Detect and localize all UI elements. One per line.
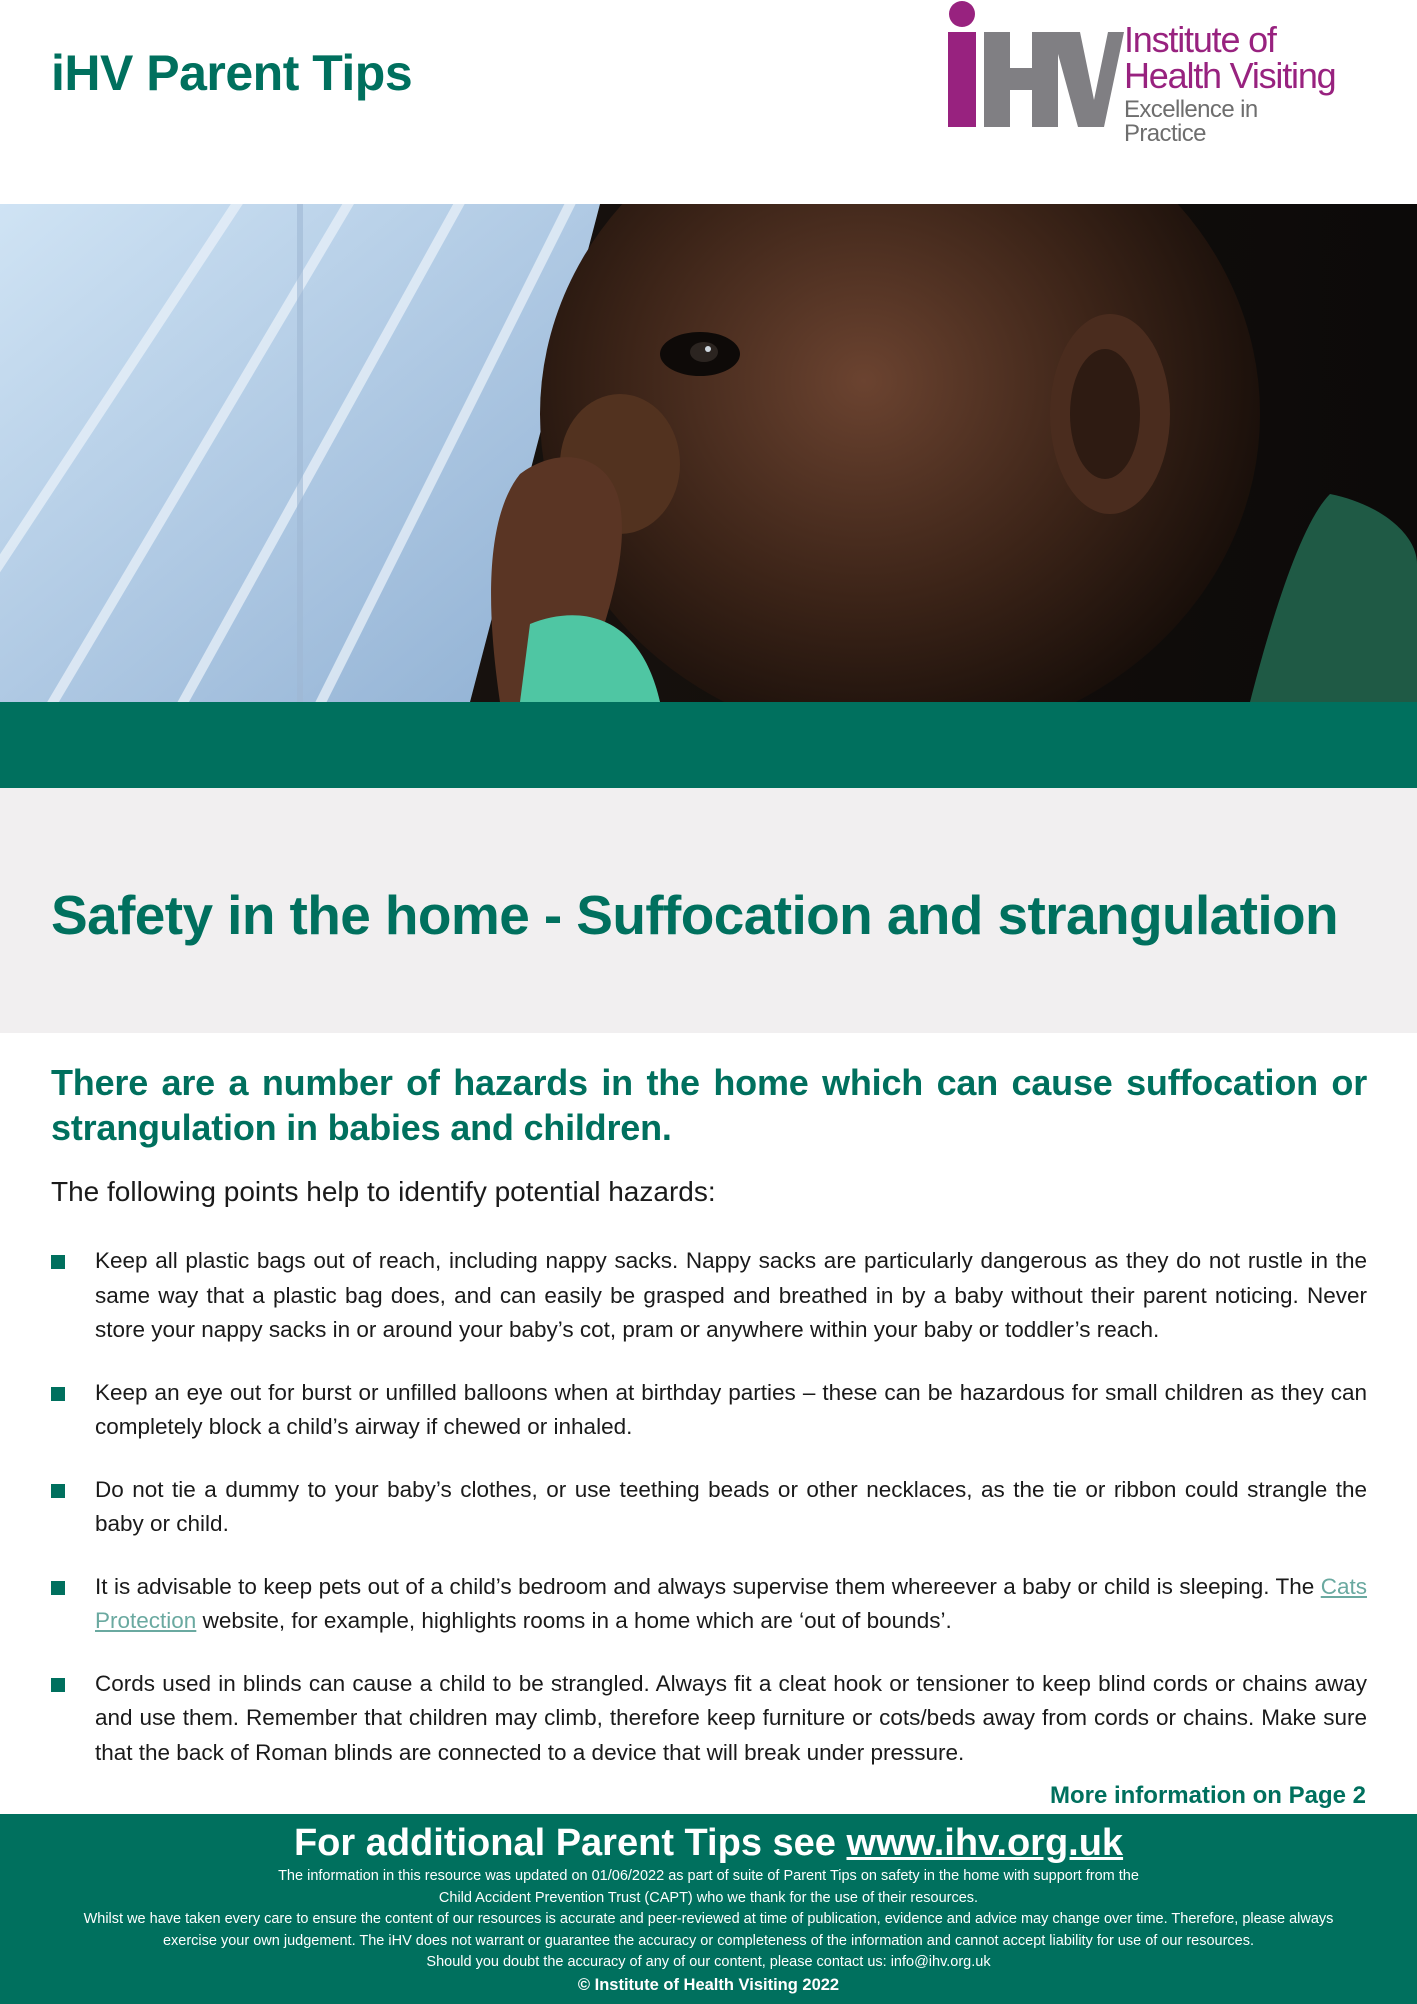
- bullet-square-icon: [51, 1678, 65, 1692]
- ihv-logo[interactable]: [944, 0, 1344, 147]
- list-item: [51, 1667, 1367, 1771]
- page-title: Safety in the home - Suffocation and strangulation: [51, 884, 1339, 946]
- logo-line-tagline: Excellence in Practice: [1124, 96, 1258, 147]
- hazard-list: [51, 1244, 1367, 1770]
- logo-text: [1124, 19, 1344, 147]
- green-divider-band: [0, 702, 1417, 788]
- logo-line-institute: Institute of: [1124, 19, 1276, 60]
- list-item: [51, 1376, 1367, 1445]
- footer-copyright: © Institute of Health Visiting 2022: [577, 1975, 840, 1994]
- hero-image: [0, 204, 1417, 702]
- footer-contact-line: Should you doubt the accuracy of any of our content, please contact us: info@ihv.org.uk: [426, 1954, 991, 1970]
- list-item: [51, 1570, 1367, 1639]
- intro-text: The following points help to identify potential hazards:: [51, 1176, 716, 1207]
- footer-disclaimer-line-3: Whilst we have taken every care to ensure the content of our resources is accurate and peer-reviewed at time of publication, evidence and advice may change over time. Therefore, please always: [83, 1911, 1334, 1927]
- ihv-website-link[interactable]: www.ihv.org.uk: [846, 1822, 1124, 1864]
- page-header: [0, 0, 1417, 204]
- more-info-link[interactable]: More information on Page 2: [1049, 1782, 1366, 1809]
- list-item-text: Keep an eye out for burst or unfilled balloons when at birthday parties – these can be hazardous for small children as they can completely block a child’s airway if chewed or inhaled.: [95, 1379, 1367, 1439]
- child-at-window-photo-icon: [0, 204, 1417, 702]
- bullet-square-icon: [51, 1581, 65, 1595]
- list-item-text: Do not tie a dummy to your baby’s clothes, or use teething beads or other necklaces, as the tie or ribbon could strangle the baby or child.: [95, 1476, 1367, 1536]
- bullet-square-icon: [51, 1255, 65, 1269]
- ihv-logo-mark-icon: [944, 0, 1124, 135]
- header-title: iHV Parent Tips: [51, 45, 413, 101]
- list-item: [51, 1473, 1367, 1542]
- cats-protection-link[interactable]: Cats Protection: [95, 1573, 1367, 1633]
- list-item-text: Keep all plastic bags out of reach, including nappy sacks. Nappy sacks are particularly dangerous as they do not rustle in the same way that a plastic bag does, and can easily be grasped and breathed in by a baby without their parent noticing. Never store your nappy sacks in or around your baby’s cot, pram or anywhere within your baby or toddler’s reach.: [95, 1248, 1367, 1342]
- footer-main-text: [0, 1820, 1417, 1866]
- intro-heading: There are a number of hazards in the home which can cause suffocation or strangulation in babies and children.: [51, 1062, 1367, 1148]
- footer-main-prefix: For additional Parent Tips see: [293, 1822, 847, 1864]
- footer-disclaimer-line-2: Child Accident Prevention Trust (CAPT) who we thank for the use of their resources.: [438, 1889, 979, 1906]
- main-content: [51, 1060, 1367, 1798]
- page-footer: [0, 1814, 1417, 2004]
- footer-disclaimer-line-4: exercise your own judgement. The iHV does not warrant or guarantee the accuracy or completeness of the information and cannot accept liability for use of our resources.: [162, 1932, 1255, 1949]
- bullet-square-icon: [51, 1484, 65, 1498]
- list-item-text: Cords used in blinds can cause a child to be strangled. Always fit a cleat hook or tensioner to keep blind cords or chains away and use them. Remember that children may climb, therefore keep furniture or cots/beds away from cords or chains. Make sure that the back of Roman blinds are connected to a device that will break under pressure.: [95, 1670, 1367, 1765]
- logo-line-health-visiting: Health Visiting: [1124, 55, 1336, 96]
- list-item: [51, 1244, 1367, 1348]
- title-band: [0, 788, 1417, 1033]
- list-item-text-before: It is advisable to keep pets out of a child’s bedroom and always supervise them whereever a baby or child is sleeping. The: [95, 1573, 1321, 1599]
- footer-disclaimer-line-1: The information in this resource was updated on 01/06/2022 as part of suite of Parent Tips on safety in the home with support from the: [278, 1868, 1139, 1884]
- list-item-text-after: website, for example, highlights rooms in a home which are ‘out of bounds’.: [196, 1608, 952, 1633]
- bullet-square-icon: [51, 1387, 65, 1401]
